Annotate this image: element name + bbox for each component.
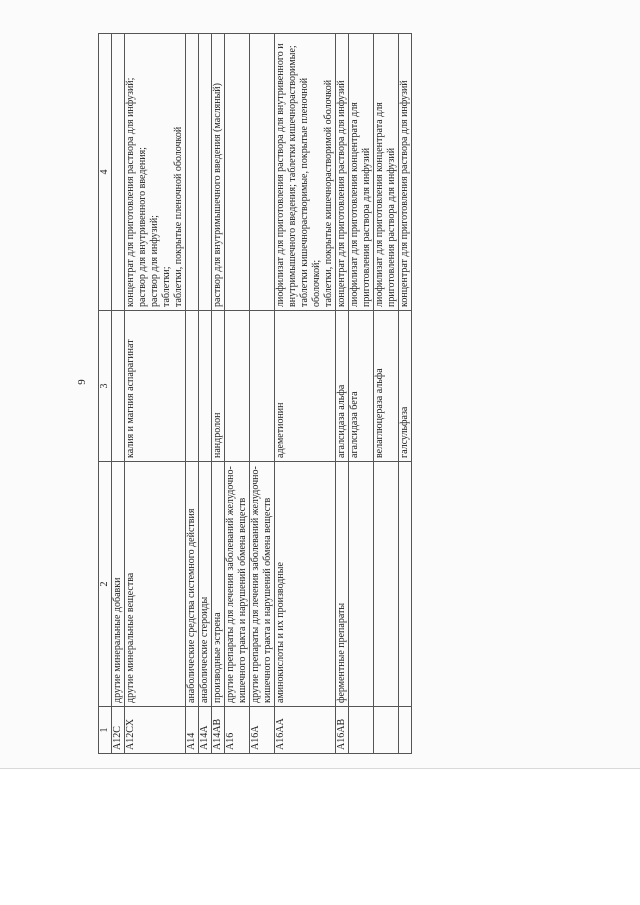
atc-code-cell	[349, 707, 374, 754]
header-cell: 3	[99, 311, 112, 462]
drug-name-cell	[250, 311, 275, 462]
anatomical-group-cell	[399, 462, 412, 707]
drug-name-cell	[225, 311, 250, 462]
dosage-forms-cell	[336, 34, 349, 311]
rotated-table-wrapper	[98, 34, 628, 754]
anatomical-group-cell: производные эстрена	[212, 462, 225, 707]
atc-code-cell: A16AA	[275, 707, 336, 754]
atc-code-cell: A12C	[112, 707, 125, 754]
page-number: 9	[76, 379, 88, 385]
dosage-form-line: концентрат для приготовления раствора для инфузий;	[125, 77, 136, 307]
dosage-forms-cell	[199, 34, 212, 311]
drug-name-cell: агалсидаза альфа	[336, 311, 349, 462]
atc-code-cell: A16	[225, 707, 250, 754]
dosage-form-line: лиофилизат для приготовления концентрата для приготовления раствора для инфузий	[374, 102, 397, 307]
anatomical-group-cell: другие препараты для лечения заболеваний желудочно-кишечного тракта и нарушений обмена веществ	[250, 462, 275, 707]
header-cell: 1	[99, 707, 112, 754]
table-row	[250, 34, 275, 754]
atc-code-cell: A16AB	[336, 707, 349, 754]
table-row	[199, 34, 212, 754]
table-row	[125, 34, 186, 754]
dosage-form-line: раствор для внутримышечного введения (масляный)	[212, 83, 223, 307]
table-row	[186, 34, 199, 754]
header-cell: 4	[99, 34, 112, 311]
anatomical-group-cell: анаболические стероиды	[199, 462, 212, 707]
table-row	[112, 34, 125, 754]
dosage-forms-cell	[374, 34, 399, 311]
table-row	[275, 34, 336, 754]
anatomical-group-cell: другие минеральные добавки	[112, 462, 125, 707]
table-row	[336, 34, 349, 754]
anatomical-group-cell: другие минеральные вещества	[125, 462, 186, 707]
dosage-forms-cell	[225, 34, 250, 311]
anatomical-group-cell: ферментные препараты	[336, 462, 349, 707]
atc-code-cell: A14A	[199, 707, 212, 754]
anatomical-group-cell: аминокислоты и их производные	[275, 462, 336, 707]
header-cell: 2	[99, 462, 112, 707]
dosage-form-line: таблетки, покрытые кишечнорастворимой оболочкой	[323, 79, 334, 307]
drug-name-cell: галсульфаза	[399, 311, 412, 462]
table-row	[399, 34, 412, 754]
dosage-form-line: таблетки, покрытые пленочной оболочкой	[173, 126, 184, 307]
dosage-form-line: концентрат для приготовления раствора для инфузий	[399, 80, 410, 307]
dosage-forms-cell	[212, 34, 225, 311]
dosage-forms-cell	[112, 34, 125, 311]
drug-name-cell	[186, 311, 199, 462]
drug-name-cell	[112, 311, 125, 462]
dosage-form-line: концентрат для приготовления раствора для инфузий	[336, 80, 347, 307]
dosage-forms-cell	[399, 34, 412, 311]
anatomical-group-cell: другие препараты для лечения заболеваний желудочно-кишечного тракта и нарушений обмена веществ	[225, 462, 250, 707]
atc-code-cell	[374, 707, 399, 754]
dosage-forms-cell	[186, 34, 199, 311]
atc-code-cell: A14AB	[212, 707, 225, 754]
dosage-form-line: лиофилизат для приготовления раствора для внутривенного и внутримышечного введения; таблетки кишечнорастворимые; таблетки кишечнорастворимые, покрытые пленочной оболочкой;	[275, 43, 322, 307]
dosage-forms-cell	[349, 34, 374, 311]
drug-table	[98, 33, 412, 754]
atc-code-cell: A12CX	[125, 707, 186, 754]
drug-name-cell: калия и магния аспарагинат	[125, 311, 186, 462]
dosage-form-line: раствор для инфузий;	[149, 215, 160, 307]
dosage-forms-cell	[125, 34, 186, 311]
drug-name-cell: адеметионин	[275, 311, 336, 462]
table-row	[225, 34, 250, 754]
dosage-forms-cell	[250, 34, 275, 311]
drug-name-cell	[199, 311, 212, 462]
table-row	[349, 34, 374, 754]
atc-code-cell	[399, 707, 412, 754]
anatomical-group-cell	[374, 462, 399, 707]
dosage-forms-cell	[275, 34, 336, 311]
drug-table-body	[99, 34, 412, 754]
drug-name-cell: нандролон	[212, 311, 225, 462]
table-header-row	[99, 34, 112, 754]
atc-code-cell: A16A	[250, 707, 275, 754]
dosage-form-line: лиофилизат для приготовления концентрата для приготовления раствора для инфузий	[349, 102, 372, 307]
drug-name-cell: агалсидаза бета	[349, 311, 374, 462]
atc-code-cell: A14	[186, 707, 199, 754]
anatomical-group-cell: анаболические средства системного действия	[186, 462, 199, 707]
anatomical-group-cell	[349, 462, 374, 707]
drug-name-cell: велаглюцераза альфа	[374, 311, 399, 462]
dosage-form-line: таблетки;	[161, 266, 172, 307]
table-row	[212, 34, 225, 754]
table-row	[374, 34, 399, 754]
dosage-form-line: раствор для внутривенного введения;	[137, 147, 148, 307]
